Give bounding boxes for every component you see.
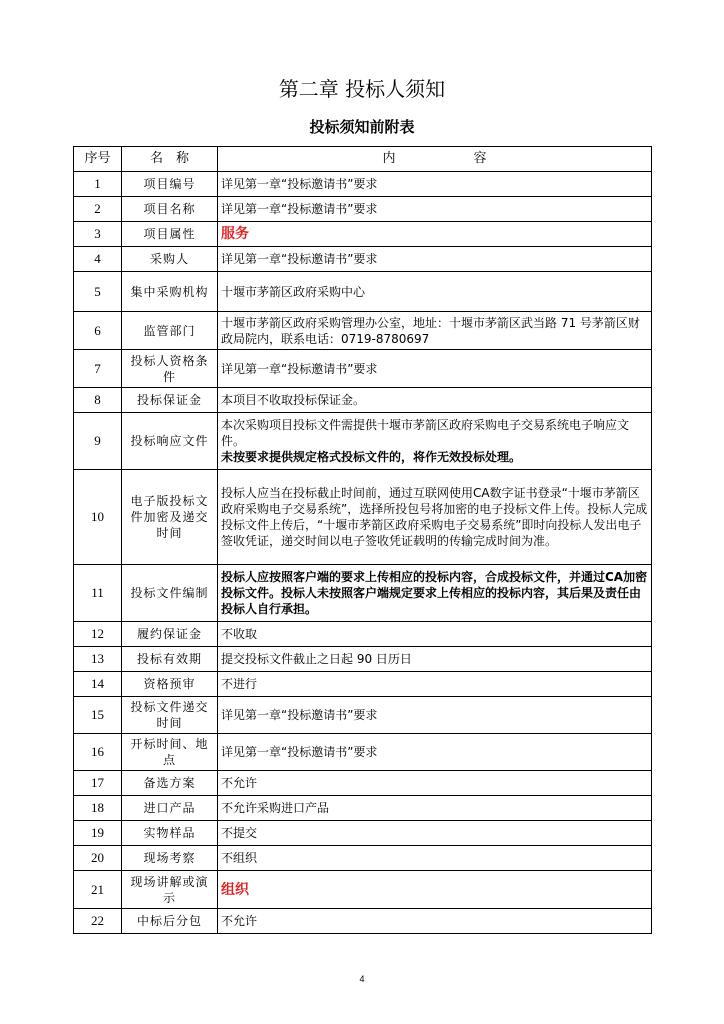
- table-row: [74, 622, 652, 647]
- row-no: 1: [74, 172, 122, 197]
- header-content: 内 容: [218, 147, 652, 172]
- table-row: [74, 734, 652, 771]
- chapter-title: 第二章 投标人须知: [278, 77, 446, 101]
- table-row: [74, 272, 652, 312]
- row-no: 20: [74, 846, 122, 871]
- row-name: 集中采购机构: [122, 272, 218, 312]
- row-name: 现场考察: [122, 846, 218, 871]
- row-no: 9: [74, 413, 122, 470]
- row-content: 不允许采购进口产品: [218, 796, 652, 821]
- table-row: [74, 846, 652, 871]
- row-name: 项目属性: [122, 222, 218, 247]
- row-content: [218, 222, 652, 247]
- row-no: 12: [74, 622, 122, 647]
- row-content: 详见第一章“投标邀请书”要求: [218, 197, 652, 222]
- table-row: [74, 247, 652, 272]
- row-no: 13: [74, 647, 122, 672]
- project-attribute-value: 服务: [221, 226, 249, 242]
- header-no: 序号: [74, 147, 122, 172]
- table-row: [74, 470, 652, 565]
- table-header-row: [74, 147, 652, 172]
- row-content: 提交投标文件截止之日起 90 日历日: [218, 647, 652, 672]
- row-content: 不收取: [218, 622, 652, 647]
- table-row: [74, 350, 652, 388]
- row-content: 详见第一章“投标邀请书”要求: [218, 247, 652, 272]
- table-row: [74, 909, 652, 934]
- row-name: 投标人资格条件: [122, 350, 218, 388]
- table-row: [74, 796, 652, 821]
- table-title: 投标须知前附表: [309, 118, 415, 136]
- row-no: 15: [74, 697, 122, 734]
- row-name: 采购人: [122, 247, 218, 272]
- row-content: 投标人应当在投标截止时间前，通过互联网使用CA数字证书登录“十堰市茅箭区政府采购电子交易系统”，选择所投包号将加密的电子投标文件上传。投标人完成投标文件上传后，“十堰市茅箭区政府采购电子交易系统”即时向投标人发出电子签收凭证，递交时间以电子签收凭证载明的传输完成时间为准。: [218, 470, 652, 565]
- row-no: 16: [74, 734, 122, 771]
- table-row: [74, 388, 652, 413]
- table-row: [74, 413, 652, 470]
- row-name: 进口产品: [122, 796, 218, 821]
- table-row: [74, 672, 652, 697]
- table-row: [74, 197, 652, 222]
- row-no: 8: [74, 388, 122, 413]
- row-content: 投标人应按照客户端的要求上传相应的投标内容，合成投标文件，并通过CA加密投标文件。投标人未按照客户端规定要求上传相应的投标内容，其后果及责任由投标人自行承担。: [218, 565, 652, 622]
- row-no: 19: [74, 821, 122, 846]
- row-name: 开标时间、地点: [122, 734, 218, 771]
- table-row: [74, 172, 652, 197]
- row-no: 3: [74, 222, 122, 247]
- row-name: 资格预审: [122, 672, 218, 697]
- table-row: [74, 771, 652, 796]
- row-content: 详见第一章“投标邀请书”要求: [218, 697, 652, 734]
- header-name: 名 称: [122, 147, 218, 172]
- row-name: 投标文件编制: [122, 565, 218, 622]
- front-table: [73, 146, 652, 934]
- table-row: [74, 871, 652, 909]
- row-name: 中标后分包: [122, 909, 218, 934]
- row-content: [218, 871, 652, 909]
- row-name: 投标有效期: [122, 647, 218, 672]
- response-file-text: 本次采购项目投标文件需提供十堰市茅箭区政府采购电子交易系统电子响应文件。: [221, 418, 630, 448]
- row-content: 本项目不收取投标保证金。: [218, 388, 652, 413]
- row-no: 4: [74, 247, 122, 272]
- row-name: 投标文件递交时间: [122, 697, 218, 734]
- row-content: 详见第一章“投标邀请书”要求: [218, 734, 652, 771]
- row-name: 项目编号: [122, 172, 218, 197]
- row-name: 现场讲解或演示: [122, 871, 218, 909]
- page-number: 4: [359, 974, 365, 984]
- row-content: 不提交: [218, 821, 652, 846]
- row-content: 十堰市茅箭区政府采购中心: [218, 272, 652, 312]
- row-no: 6: [74, 312, 122, 350]
- site-presentation-value: 组织: [221, 881, 249, 898]
- row-content: 十堰市茅箭区政府采购管理办公室，地址：十堰市茅箭区武当路 71 号茅箭区财政局院内，联系电话：0719-8780697: [218, 312, 652, 350]
- row-name: 备选方案: [122, 771, 218, 796]
- row-no: 5: [74, 272, 122, 312]
- row-name: 实物样品: [122, 821, 218, 846]
- row-no: 18: [74, 796, 122, 821]
- row-no: 17: [74, 771, 122, 796]
- table-row: [74, 312, 652, 350]
- row-content: 不进行: [218, 672, 652, 697]
- row-no: 21: [74, 871, 122, 909]
- row-content: [218, 413, 652, 470]
- row-name: 项目名称: [122, 197, 218, 222]
- row-no: 7: [74, 350, 122, 388]
- row-name: 投标保证金: [122, 388, 218, 413]
- row-content: 不允许: [218, 771, 652, 796]
- row-name: 电子版投标文件加密及递交时间: [122, 470, 218, 565]
- table-row: [74, 565, 652, 622]
- table-row: [74, 222, 652, 247]
- row-no: 2: [74, 197, 122, 222]
- table-row: [74, 697, 652, 734]
- table-row: [74, 647, 652, 672]
- row-name: 履约保证金: [122, 622, 218, 647]
- row-no: 14: [74, 672, 122, 697]
- row-content: 详见第一章“投标邀请书”要求: [218, 350, 652, 388]
- row-no: 22: [74, 909, 122, 934]
- row-no: 11: [74, 565, 122, 622]
- row-content: 不组织: [218, 846, 652, 871]
- row-name: 监管部门: [122, 312, 218, 350]
- row-content: 不允许: [218, 909, 652, 934]
- row-no: 10: [74, 470, 122, 565]
- row-name: 投标响应文件: [122, 413, 218, 470]
- row-content: 详见第一章“投标邀请书”要求: [218, 172, 652, 197]
- invalid-bid-warning: 未按要求提供规定格式投标文件的，将作无效投标处理。: [221, 450, 522, 464]
- table-row: [74, 821, 652, 846]
